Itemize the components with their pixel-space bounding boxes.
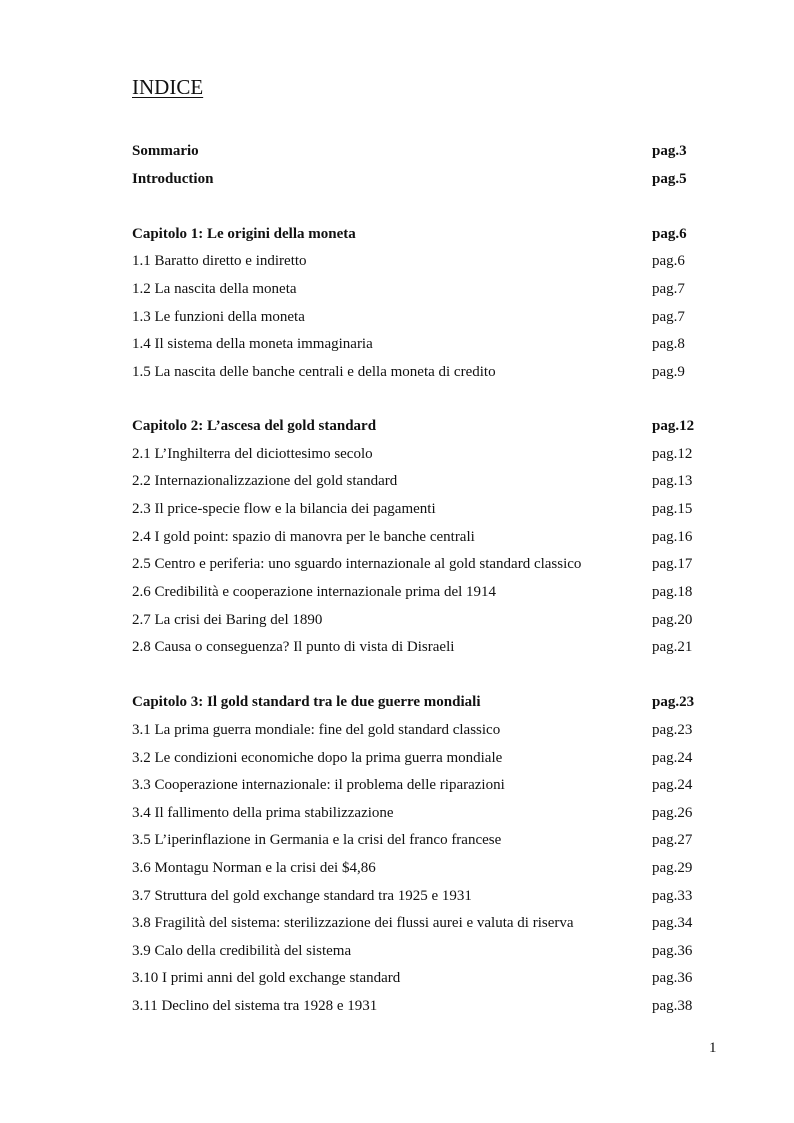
toc-entry-page: pag.36 [652, 970, 693, 986]
toc-entry-title: 1.3 Le funzioni della moneta [132, 309, 305, 325]
toc-entry-page: pag.3 [652, 143, 687, 159]
toc-entry-title: 2.7 La crisi dei Baring del 1890 [132, 612, 323, 628]
toc-chapter-row [0, 223, 794, 245]
toc-entry-row [0, 885, 794, 907]
toc-entry-title: 3.4 Il fallimento della prima stabilizzazione [132, 805, 394, 821]
toc-entry-row [0, 912, 794, 934]
toc-entry-row [0, 333, 794, 355]
toc-entry-page: pag.6 [652, 226, 687, 242]
toc-entry-page: pag.26 [652, 805, 693, 821]
toc-entry-row [0, 829, 794, 851]
page-number: 1 [709, 1040, 717, 1056]
toc-entry-title: 3.6 Montagu Norman e la crisi dei $4,86 [132, 860, 376, 876]
toc-entry-row [0, 940, 794, 962]
toc-entry-row [0, 719, 794, 741]
toc-entry-page: pag.5 [652, 171, 687, 187]
toc-entry-row [0, 995, 794, 1017]
toc-entry-row [0, 278, 794, 300]
toc-entry-row [0, 857, 794, 879]
toc-entry-page: pag.7 [652, 281, 685, 297]
toc-entry-row [0, 250, 794, 272]
toc-entry-title: Capitolo 3: Il gold standard tra le due guerre mondiali [132, 694, 481, 710]
toc-entry-title: 3.2 Le condizioni economiche dopo la prima guerra mondiale [132, 750, 503, 766]
toc-entry-row [0, 470, 794, 492]
toc-entry-page: pag.24 [652, 750, 693, 766]
toc-entry-page: pag.13 [652, 473, 693, 489]
toc-entry-row [0, 747, 794, 769]
toc-entry-title: 2.1 L’Inghilterra del diciottesimo secolo [132, 446, 373, 462]
toc-entry-row [0, 361, 794, 383]
toc-entry-page: pag.17 [652, 556, 693, 572]
toc-entry-title: 3.11 Declino del sistema tra 1928 e 1931 [132, 998, 378, 1014]
toc-entry-row [0, 581, 794, 603]
toc-entry-title: 1.4 Il sistema della moneta immaginaria [132, 336, 373, 352]
toc-entry-title: 3.10 I primi anni del gold exchange standard [132, 970, 401, 986]
toc-entry-title: 2.6 Credibilità e cooperazione internazionale prima del 1914 [132, 584, 497, 600]
toc-entry-row [0, 967, 794, 989]
toc-entry-title: 2.5 Centro e periferia: uno sguardo internazionale al gold standard classico [132, 556, 582, 572]
toc-entry-page: pag.6 [652, 253, 685, 269]
toc-entry-page: pag.34 [652, 915, 693, 931]
toc-entry-title: 2.4 I gold point: spazio di manovra per le banche centrali [132, 529, 475, 545]
toc-entry-page: pag.36 [652, 943, 693, 959]
toc-entry-title: 2.3 Il price-specie flow e la bilancia dei pagamenti [132, 501, 436, 517]
toc-entry-row [0, 609, 794, 631]
page-title: INDICE [132, 75, 204, 99]
toc-entry-title: 3.3 Cooperazione internazionale: il problema delle riparazioni [132, 777, 505, 793]
toc-entry-row [0, 553, 794, 575]
toc-chapter-row [0, 168, 794, 190]
toc-entry-title: 2.8 Causa o conseguenza? Il punto di vista di Disraeli [132, 639, 455, 655]
toc-entry-title: 3.5 L’iperinflazione in Germania e la crisi del franco francese [132, 832, 502, 848]
toc-entry-page: pag.12 [652, 446, 693, 462]
toc-entry-page: pag.20 [652, 612, 693, 628]
toc-entry-row [0, 636, 794, 658]
toc-entry-title: 1.5 La nascita delle banche centrali e della moneta di credito [132, 364, 496, 380]
toc-entry-row [0, 802, 794, 824]
toc-entry-page: pag.15 [652, 501, 693, 517]
toc-entry-page: pag.7 [652, 309, 685, 325]
toc-entry-row [0, 774, 794, 796]
toc-entry-title: 2.2 Internazionalizzazione del gold standard [132, 473, 398, 489]
toc-entry-page: pag.21 [652, 639, 693, 655]
toc-entry-row [0, 443, 794, 465]
toc-entry-title: 3.8 Fragilità del sistema: sterilizzazione dei flussi aurei e valuta di riserva [132, 915, 574, 931]
toc-entry-title: 1.2 La nascita della moneta [132, 281, 297, 297]
toc-entry-title: Capitolo 2: L’ascesa del gold standard [132, 418, 377, 434]
toc-entry-page: pag.8 [652, 336, 685, 352]
toc-chapter-row [0, 140, 794, 162]
toc-entry-title: 3.7 Struttura del gold exchange standard tra 1925 e 1931 [132, 888, 472, 904]
toc-entry-page: pag.9 [652, 364, 685, 380]
toc-entry-title: 1.1 Baratto diretto e indiretto [132, 253, 307, 269]
toc-entry-page: pag.23 [652, 694, 695, 710]
toc-entry-page: pag.27 [652, 832, 693, 848]
toc-entry-page: pag.18 [652, 584, 693, 600]
toc-entry-page: pag.33 [652, 888, 693, 904]
toc-entry-row [0, 498, 794, 520]
toc-entry-page: pag.16 [652, 529, 693, 545]
toc-entry-title: 3.1 La prima guerra mondiale: fine del gold standard classico [132, 722, 501, 738]
toc-entry-title: Sommario [132, 143, 199, 159]
toc-chapter-row [0, 691, 794, 713]
toc-entry-page: pag.23 [652, 722, 693, 738]
toc-entry-row [0, 526, 794, 548]
toc-entry-row [0, 306, 794, 328]
toc-entry-title: 3.9 Calo della credibilità del sistema [132, 943, 352, 959]
toc-entry-page: pag.29 [652, 860, 693, 876]
toc-entry-title: Capitolo 1: Le origini della moneta [132, 226, 356, 242]
toc-entry-page: pag.12 [652, 418, 695, 434]
toc-chapter-row [0, 415, 794, 437]
toc-entry-page: pag.24 [652, 777, 693, 793]
toc-entry-title: Introduction [132, 171, 214, 187]
toc-entry-page: pag.38 [652, 998, 693, 1014]
